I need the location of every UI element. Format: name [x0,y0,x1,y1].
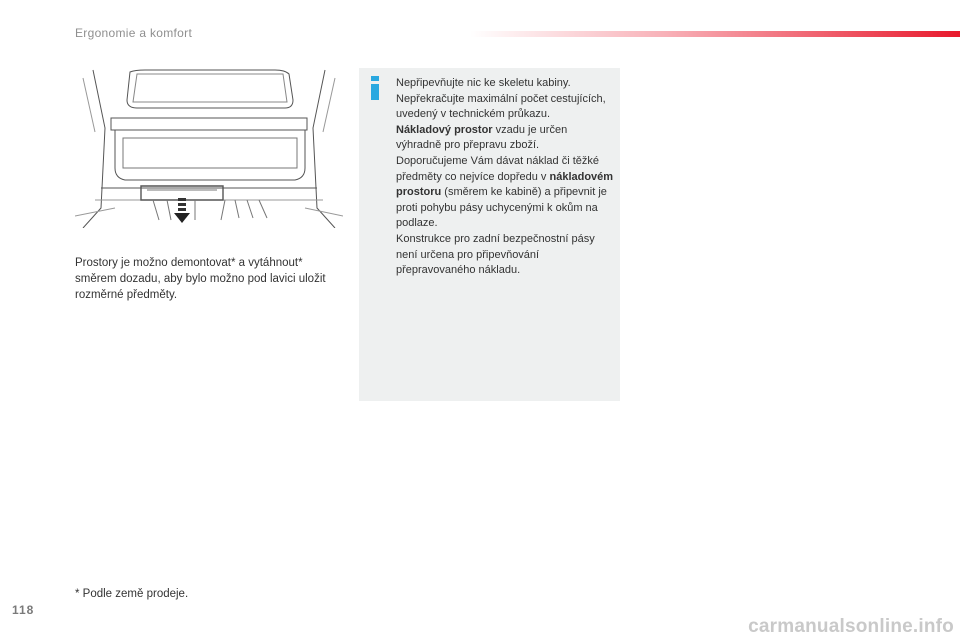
cargo-area-illustration [75,68,343,228]
info-icon [369,76,381,100]
info-paragraph-3-end: (směrem ke kabině) a připevnit je proti pohybu pásy uchycenými k okům na podlaze. [396,186,607,230]
pull-direction-arrow-icon [174,198,190,223]
info-paragraph-4: Konstrukce pro zadní bezpečnostní pásy není určena pro připevňování přepravovaného nákladu. [396,232,595,277]
info-box [359,68,620,401]
info-text [396,76,614,279]
page-number: 118 [12,603,35,617]
cargo-space-term: Nákladový prostor [396,123,493,136]
header-accent-bar [470,31,960,37]
info-paragraph-2 [396,123,614,154]
info-paragraph-3 [396,154,614,232]
info-paragraph-1: Nepřipevňujte nic ke skeletu kabiny. Nepřekračujte maximální počet cestujících, uvedený v technickém průkazu. [396,77,606,121]
info-paragraph-2-rest: vzadu je určen výhradně pro přepravu zboží. [396,123,568,152]
watermark: carmanualsonline.info [748,616,954,637]
footnote: * Podle země prodeje. [75,588,189,600]
cargo-space-term-2: nákladovém prostoru [396,170,614,199]
section-title: Ergonomie a komfort [75,26,193,40]
info-paragraph-3-start: Doporučujeme Vám dávat náklad či těžké předměty co nejvíce dopředu v [396,154,599,183]
intro-paragraph: Prostory je možno demontovat* a vytáhnout* směrem dozadu, aby bylo možno pod lavici uložit rozměrné předměty. [75,257,326,301]
